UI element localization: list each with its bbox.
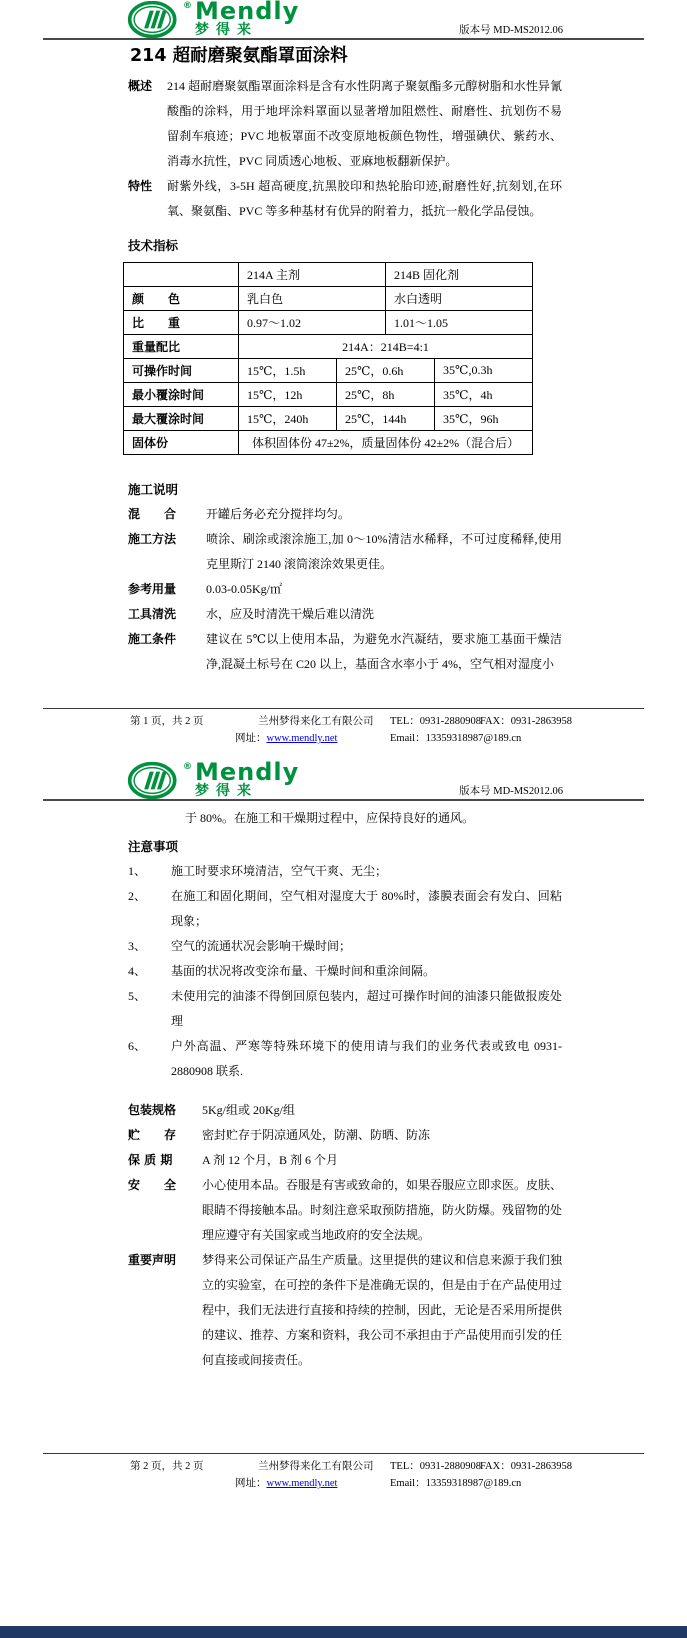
footer-rule [43,708,644,709]
feature-text: 耐紫外线，3-5H 超高硬度,抗黑胶印和热轮胎印迹,耐磨性好,抗刻划,在环氧、聚氨酯、PVC 等多种基材有优异的附着力，抵抗一般化学品侵蚀。 [167,179,562,218]
notes-heading: 注意事项 [128,839,179,854]
footer-tel: TEL：0931-2880908 [390,716,481,727]
note-number: 1、 [128,864,147,878]
note-item [128,934,562,959]
note-number: 3、 [128,939,147,953]
table-row-color [124,287,533,311]
page-1 [0,0,687,755]
table-value-cell: 214A：214B=4:1 [239,335,533,359]
website-link[interactable]: www.mendly.net [266,1478,338,1489]
table-value-cell: 水白透明 [386,287,533,311]
page-2 [0,755,687,1638]
note-number: 2、 [128,889,147,903]
website-label: 网址： [235,1478,267,1489]
footer-website [235,1475,390,1492]
table-value-cell: 35℃，96h [435,407,533,431]
spec-text: 梦得来公司保证产品生产质量。这里提供的建议和信息来源于我们独立的实验室，在可控的条件下是准确无误的，但是由于在产品使用过程中，我们无法进行直接和持续的控制，因此，无论是否采用所提供的建议、推荐、方案和资料，我公司不承担由于产品使用而引发的任何直接或间接责任。 [202,1253,563,1367]
table-col-header-b: 214B 固化剂 [386,263,533,287]
note-item [128,884,562,934]
table-value-cell: 35℃，4h [435,383,533,407]
tech-spec-heading: 技术指标 [128,238,179,253]
footer-fax: FAX：0931-2863958 [480,1461,572,1472]
company-name: 兰州梦得来化工有限公司 [258,716,374,727]
logo-name-cn: 梦得来 [195,783,258,799]
continuation-text: 于 80%。在施工和干燥期过程中，应保持良好的通风。 [185,811,474,825]
spec-item [128,1098,562,1123]
table-value-cell: 15℃，1.5h [239,359,337,383]
page-header [126,755,563,799]
feature-section [128,174,562,224]
note-item [128,959,562,984]
footer-email: Email：13359318987@189.cn [390,733,522,744]
version-label: 版本号 MD-MS2012.06 [459,25,563,36]
table-label-cell: 固体份 [124,431,239,455]
table-label-cell: 可操作时间 [124,359,239,383]
version-label: 版本号 MD-MS2012.06 [459,786,563,797]
table-value-cell: 35℃,0.3h [435,359,533,383]
construction-item [128,502,562,527]
page-title: 214 超耐磨聚氨酯罩面涂料 [130,46,348,66]
spec-text: 密封贮存于阴凉通风处，防潮、防晒、防冻 [202,1128,431,1142]
note-text: 在施工和固化期间，空气相对湿度大于 80%时，漆膜表面会有发白、回粘现象； [171,889,562,928]
table-value-cell: 乳白色 [239,287,386,311]
construction-label: 施工方法 [128,532,177,546]
logo-name-cn: 梦得来 [195,22,258,38]
website-link[interactable]: www.mendly.net [266,733,338,744]
table-label-cell: 最大覆涂时间 [124,407,239,431]
table-value-cell: 体积固体份 47±2%，质量固体份 42±2%（混合后） [239,431,533,455]
note-item [128,984,562,1034]
table-value-cell: 25℃，8h [337,383,435,407]
header-rule [43,799,644,801]
table-value-cell: 15℃，12h [239,383,337,407]
note-item [128,1034,562,1084]
spec-label: 保 质 期 [128,1153,173,1167]
table-corner-cell [124,263,239,287]
note-item [128,859,562,884]
table-value-cell: 25℃，0.6h [337,359,435,383]
feature-label: 特性 [128,179,153,193]
table-row-potlife [124,359,533,383]
table-value-cell: 25℃，144h [337,407,435,431]
table-header-row [124,263,533,287]
construction-text: 建议在 5℃以上使用本品，为避免水汽凝结，要求施工基面干燥洁净,混凝土标号在 C20 以上，基面含水率小于 4%，空气相对湿度小 [206,632,562,671]
note-text: 户外高温、严寒等特殊环境下的使用请与我们的业务代表或致电 0931-2880908 联系. [171,1039,562,1078]
table-value-cell: 15℃，240h [239,407,337,431]
logo-name-en: Mendly [195,758,300,786]
construction-item [128,527,562,577]
note-text: 空气的流通状况会影响干燥时间； [171,939,352,953]
footer-tel: TEL：0931-2880908 [390,1461,481,1472]
spec-label: 贮 存 [128,1128,177,1142]
footer-website [235,730,390,747]
note-text: 基面的状况将改变涂布量、干燥时间和重涂间隔。 [171,964,436,978]
footer-color-bar [0,1626,687,1638]
footer-rule [43,1453,644,1454]
table-row-ratio [124,335,533,359]
spec-item [128,1123,562,1148]
company-name: 兰州梦得来化工有限公司 [258,1461,374,1472]
overview-label: 概述 [128,79,153,93]
mendly-logo-icon [126,1,180,38]
tech-spec-table [123,262,533,455]
construction-text: 水，应及时清洗干燥后难以清洗 [206,607,375,621]
table-col-header-a: 214A 主剂 [239,263,386,287]
construction-item [128,577,562,602]
construction-text: 开罐后务必充分搅拌均匀。 [206,507,351,521]
overview-section [128,74,562,174]
spec-item [128,1173,562,1248]
spec-text: 5Kg/组或 20Kg/组 [202,1103,296,1117]
mendly-logo [126,758,300,799]
overview-text: 214 超耐磨聚氨酯罩面涂料是含有水性阴离子聚氨酯多元醇树脂和水性异氰酸酯的涂料，用于地坪涂料罩面以显著增加阻燃性、耐磨性、抗划伤不易留刹车痕迹；PVC 地板罩面不改变原地板颜色物性，增强碘伏、紫药水、消毒水抗性，PVC 同质透心地板、亚麻地板翻新保护。 [167,79,562,168]
construction-item [128,602,562,627]
footer-fax: FAX：0931-2863958 [480,716,572,727]
page-footer [0,1453,687,1492]
header-rule [43,38,644,40]
construction-label: 参考用量 [128,582,177,596]
spec-text: A 剂 12 个月，B 剂 6 个月 [202,1153,339,1167]
construction-heading: 施工说明 [128,482,179,497]
table-label-cell: 最小覆涂时间 [124,383,239,407]
registered-mark: ® [183,762,192,772]
note-text: 未使用完的油漆不得倒回原包装内，超过可操作时间的油漆只能做报废处理 [171,989,562,1028]
page-number: 第 2 页，共 2 页 [130,1461,204,1472]
footer-email: Email：13359318987@189.cn [390,1478,522,1489]
logo-wordmark [195,758,300,799]
construction-label: 施工条件 [128,632,177,646]
note-number: 5、 [128,989,147,1003]
construction-text: 0.03-0.05Kg/㎡ [206,582,282,596]
page-footer [0,708,687,747]
spec-text: 小心使用本品。吞服是有害或致命的，如果吞服应立即求医。皮肤、眼睛不得接触本品。时刻注意采取预防措施，防火防爆。残留物的处理应遵守有关国家或当地政府的安全法规。 [202,1178,563,1242]
website-label: 网址： [235,733,267,744]
spec-label: 安 全 [128,1178,177,1192]
table-row-solids [124,431,533,455]
spec-item [128,1248,562,1373]
table-row-min-recoat [124,383,533,407]
table-label-cell: 颜 色 [124,287,239,311]
construction-text: 喷涂、刷涂或滚涂施工,加 0～10%清洁水稀释，不可过度稀释,使用克里斯汀 2140 滚筒滚涂效果更佳。 [206,532,562,571]
registered-mark: ® [183,1,192,11]
construction-item [128,627,562,677]
construction-label: 混 合 [128,507,177,521]
logo-name-en: Mendly [195,0,300,25]
logo-wordmark [195,1,299,38]
table-value-cell: 1.01～1.05 [386,311,533,335]
spec-item [128,1148,562,1173]
note-text: 施工时要求环境清洁，空气干爽、无尘； [171,864,388,878]
note-number: 4、 [128,964,147,978]
page-header [126,0,563,38]
note-number: 6、 [128,1039,147,1053]
mendly-logo [126,1,299,38]
mendly-logo-icon [126,762,180,799]
table-row-gravity [124,311,533,335]
page-number: 第 1 页，共 2 页 [130,716,204,727]
spec-label: 包装规格 [128,1103,177,1117]
table-value-cell: 0.97～1.02 [239,311,386,335]
spec-label: 重要声明 [128,1253,177,1267]
table-row-max-recoat [124,407,533,431]
construction-label: 工具清洗 [128,607,177,621]
table-label-cell: 重量配比 [124,335,239,359]
table-label-cell: 比 重 [124,311,239,335]
